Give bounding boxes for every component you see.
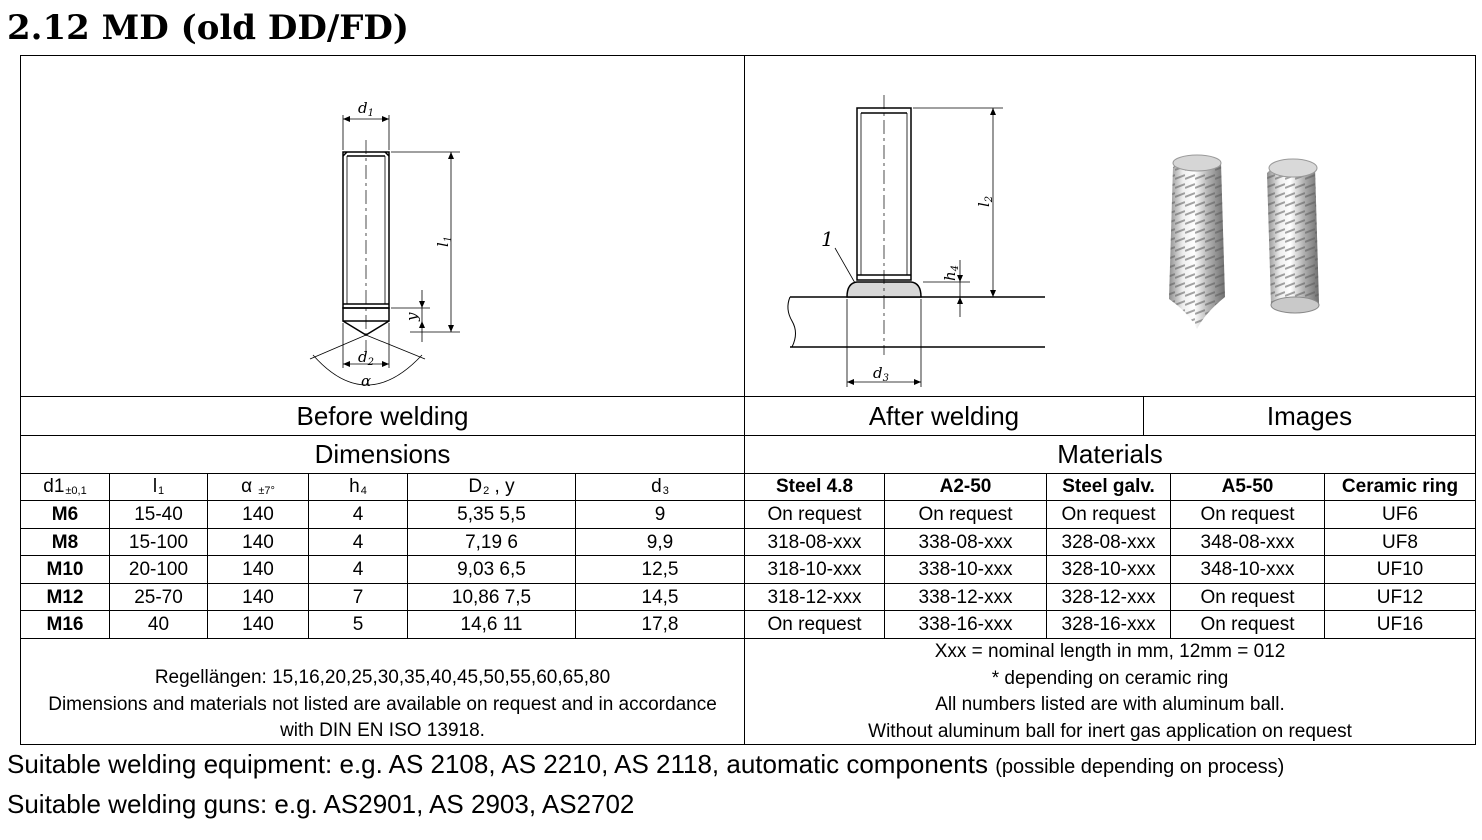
d2-subscript: 2 [367,357,374,368]
col-header-steel-48: Steel 4.8 [775,476,854,497]
cell-a250: 338-08-xxx [918,531,1013,553]
cell-d3: 14,5 [641,586,679,608]
svg-text:l2 [975,196,995,207]
cell-galv: 328-10-xxx [1061,558,1156,580]
y-label: y [403,312,421,321]
cell-a250: 338-10-xxx [918,558,1013,580]
l1-subscript: 1 [443,235,454,243]
cell-d2y: 5,35 5,5 [457,503,526,525]
cell-d2y: 7,19 6 [465,531,518,553]
cell-steel48: 318-12-xxx [767,586,862,608]
spec-table [20,55,1476,745]
footer-equipment: Suitable welding equipment: e.g. AS 2108, AS 2210, AS 2118, automatic components (possible depending on process) [7,749,1285,779]
cell-size: M8 [51,531,79,553]
cell-l1: 15-40 [134,503,183,525]
stud-photo-left [1169,155,1225,329]
cell-h4: 4 [352,558,364,580]
col-header-ceramic-ring: Ceramic ring [1341,476,1459,497]
cell-a550: 348-08-xxx [1200,531,1295,553]
cell-galv: On request [1061,503,1156,525]
cell-galv: 328-12-xxx [1061,586,1156,608]
cell-ring: UF16 [1376,613,1424,635]
before-welding-drawing [20,55,744,396]
callout-number: 1 [821,227,834,251]
cell-size: M16 [46,613,84,635]
svg-text:l1 [434,236,454,247]
cell-d2y: 10,86 7,5 [451,586,532,608]
cell-d3: 9 [654,503,666,525]
alpha-label: α [361,372,372,390]
cell-h4: 4 [352,531,364,553]
cell-l1: 15-100 [128,531,189,553]
footer-guns: Suitable welding guns: e.g. AS2901, AS 2903, AS2702 [7,789,635,819]
note-regellaengen: Regellängen: 15,16,20,25,30,35,40,45,50,55,60,65,80 [154,667,611,688]
cell-a550: On request [1200,586,1295,608]
cell-a250: 338-12-xxx [918,586,1013,608]
cell-ring: UF6 [1382,503,1418,525]
col-header-alpha: α ±7° [241,476,275,497]
d2-label: d [358,348,368,366]
cell-steel48: On request [767,613,862,635]
svg-text:h4 [941,265,961,281]
svg-text:d3 [873,364,889,384]
images-label: Images [1266,400,1353,431]
col-header-d3: d 3 [651,476,669,497]
before-welding-label: Before welding [296,400,469,431]
cell-steel48: 318-10-xxx [767,558,862,580]
cell-steel48: 318-08-xxx [767,531,862,553]
col-header-d1: d1 ±0,1 [43,476,87,497]
cell-galv: 328-16-xxx [1061,613,1156,635]
cell-ring: UF12 [1376,586,1424,608]
col-header-d2-y: D 2 , y [468,476,515,497]
cell-d3: 9,9 [646,531,674,553]
cell-steel48: On request [767,503,862,525]
cell-ring: UF10 [1376,558,1424,580]
l2-subscript: 2 [984,195,995,203]
cell-a250: 338-16-xxx [918,613,1013,635]
cell-alpha: 140 [242,586,274,608]
col-header-a5-50: A5-50 [1221,476,1274,497]
note-availability: Dimensions and materials not listed are available on request and in accordance [48,693,717,715]
svg-text:d2 [358,348,374,368]
cell-h4: 4 [352,503,364,525]
dimensions-label: Dimensions [314,439,451,469]
after-welding-drawing [745,55,1143,396]
page-title: 2.12 MD (old DD/FD) [7,8,409,48]
cell-l1: 20-100 [128,558,189,580]
col-header-a2-50: A2-50 [939,476,992,497]
cell-galv: 328-08-xxx [1061,531,1156,553]
after-welding-label: After welding [868,400,1020,431]
cell-alpha: 140 [242,613,274,635]
note-ceramic-ring: * depending on ceramic ring [991,667,1229,689]
d1-subscript: 1 [367,108,374,119]
note-aluminum-ball: All numbers listed are with aluminum ball. [935,694,1285,715]
cell-d2y: 14,6 11 [460,613,523,635]
col-header-steel-galv: Steel galv. [1062,476,1155,497]
note-inert-gas: Without aluminum ball for inert gas application on request [868,720,1352,742]
l1-label: l [434,242,452,247]
h4-subscript: 4 [950,264,961,272]
cell-h4: 5 [352,613,364,635]
l2-label: l [975,202,993,207]
cell-l1: 25-70 [134,586,183,608]
d3-label: d [873,364,883,382]
materials-label: Materials [1057,439,1163,469]
stud-photo-right [1267,159,1319,313]
cell-d3: 17,8 [641,613,679,635]
notes-right [745,639,1475,745]
cell-size: M12 [46,586,84,608]
cell-ring: UF8 [1382,531,1418,553]
cell-d3: 12,5 [641,558,679,580]
cell-size: M10 [46,558,84,580]
cell-l1: 40 [147,613,170,635]
note-nominal-length: Xxx = nominal length in mm, 12mm = 012 [934,641,1286,662]
cell-alpha: 140 [242,503,274,525]
svg-text:d1 [358,99,374,119]
notes-left [21,665,744,745]
cell-d2y: 9,03 6,5 [457,558,526,580]
cell-alpha: 140 [242,531,274,553]
cell-a550: On request [1200,613,1295,635]
cell-h4: 7 [352,586,364,608]
cell-a550: 348-10-xxx [1200,558,1295,580]
note-standard: with DIN EN ISO 13918. [280,720,485,741]
cell-alpha: 140 [242,558,274,580]
col-header-l1: l 1 [152,476,165,497]
d3-subscript: 3 [882,373,889,384]
d1-label: d [358,99,368,117]
cell-size: M6 [51,503,79,525]
stud-photos [1145,55,1475,396]
cell-a550: On request [1200,503,1295,525]
col-header-h4: h 4 [349,476,367,497]
h4-label: h [941,271,959,281]
cell-a250: On request [918,503,1013,525]
